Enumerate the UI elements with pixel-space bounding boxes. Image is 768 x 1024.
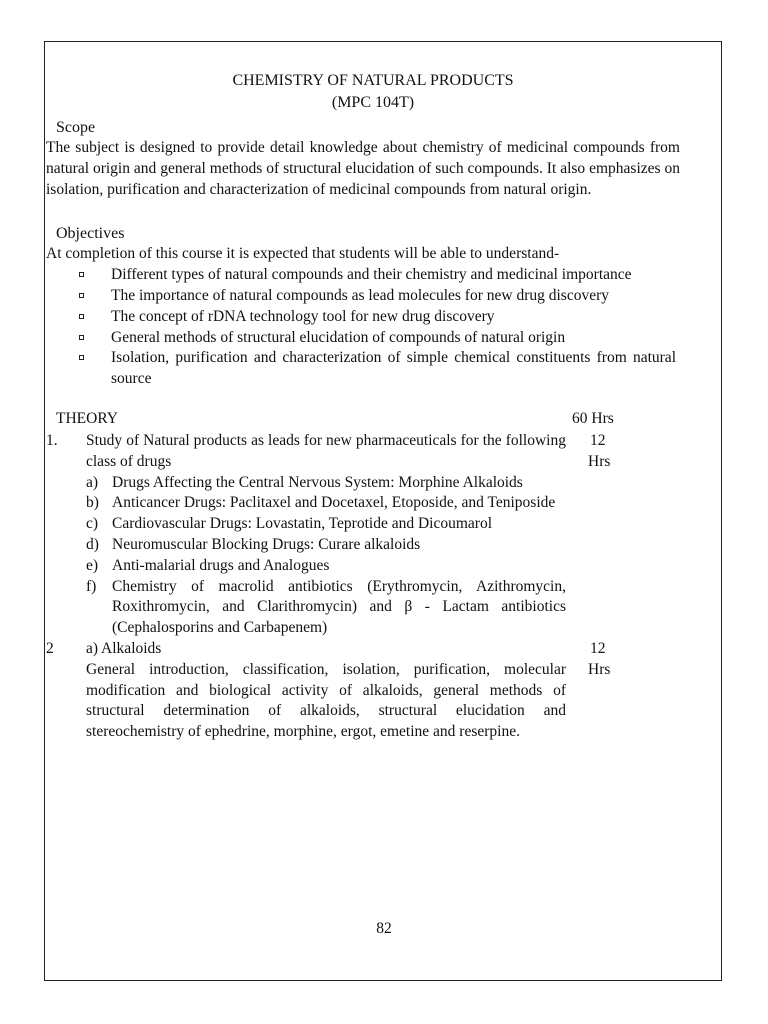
scope-heading: Scope	[56, 119, 96, 136]
unit-intro: Study of Natural products as leads for new pharmaceuticals for the following class of drugs	[86, 431, 566, 470]
list-item	[86, 535, 566, 556]
list-item	[46, 348, 680, 390]
unit-body	[86, 431, 566, 639]
unit-hours-unit: Hrs	[588, 660, 611, 678]
subitem-text: Anticancer Drugs: Paclitaxel and Docetaxel, Etoposide, and Teniposide	[112, 494, 556, 512]
document-page	[46, 70, 680, 743]
course-code: (MPC 104T)	[331, 94, 415, 111]
unit-body	[86, 639, 566, 743]
objective-text: The importance of natural compounds as lead molecules for new drug discovery	[111, 286, 609, 304]
subitem-text: Neuromuscular Blocking Drugs: Curare alkaloids	[112, 535, 421, 553]
unit-hours	[588, 431, 628, 473]
list-item	[86, 577, 566, 639]
unit-number: 2	[46, 639, 54, 657]
scope-text: The subject is designed to provide detail knowledge about chemistry of medicinal compounds from natural origin and general methods of structural elucidation of such compounds. It also emphasizes on isolation, purification and characterization of medicinal compounds from natural origin.	[46, 139, 680, 198]
list-item	[86, 473, 566, 494]
square-bullet-icon	[79, 314, 84, 319]
document-title: CHEMISTRY OF NATURAL PRODUCTS	[232, 72, 514, 89]
subitem-letter: c)	[86, 515, 99, 533]
unit-2	[46, 639, 680, 743]
list-item	[46, 286, 680, 307]
objective-text: The concept of rDNA technology tool for new drug discovery	[111, 307, 495, 325]
subitem-text: Anti-malarial drugs and Analogues	[112, 556, 330, 574]
unit-number: 1.	[46, 431, 58, 449]
list-item	[86, 514, 566, 535]
unit-subitems	[86, 473, 566, 639]
list-item	[86, 556, 566, 577]
subitem-letter: b)	[86, 494, 99, 512]
unit-1	[46, 431, 680, 639]
list-item	[86, 493, 566, 514]
list-item	[46, 307, 680, 328]
unit-text: General introduction, classification, isolation, purification, molecular modification and biological activity of alkaloids, general methods of structural determination of alkaloids, structural elucidation and stereochemistry of ephedrine, morphine, ergot, emetine and reserpine.	[86, 660, 566, 741]
objective-text: Isolation, purification and characterization of simple chemical constituents from natural source	[111, 349, 676, 388]
objectives-intro: At completion of this course it is expected that students will be able to understand-	[46, 245, 560, 263]
square-bullet-icon	[79, 335, 84, 340]
theory-label: THEORY	[56, 409, 118, 427]
subitem-letter: d)	[86, 535, 99, 553]
objectives-list	[46, 265, 680, 390]
unit-hours	[588, 639, 628, 681]
subitem-text: Chemistry of macrolid antibiotics (Erythromycin, Azithromycin, Roxithromycin, and Clarithromycin) and β - Lactam antibiotics (Cephalosporins and Carbapenem)	[112, 577, 566, 637]
theory-header	[46, 410, 680, 431]
subitem-letter: e)	[86, 556, 99, 574]
objectives-heading: Objectives	[56, 225, 125, 243]
list-item	[46, 328, 680, 349]
subitem-letter: a)	[86, 473, 99, 491]
square-bullet-icon	[79, 293, 84, 298]
page-number: 82	[376, 920, 392, 937]
objective-text: Different types of natural compounds and their chemistry and medicinal importance	[111, 266, 632, 284]
unit-hours-unit: Hrs	[588, 452, 611, 470]
theory-total-hours: 60 Hrs	[572, 409, 614, 427]
list-item	[46, 265, 680, 286]
unit-hours-value: 12	[590, 431, 606, 449]
square-bullet-icon	[79, 355, 84, 360]
subitem-text: Cardiovascular Drugs: Lovastatin, Teprotide and Dicoumarol	[112, 515, 492, 533]
square-bullet-icon	[79, 272, 84, 277]
subitem-letter: f)	[86, 577, 97, 595]
unit-intro: a) Alkaloids	[86, 639, 162, 657]
subitem-text: Drugs Affecting the Central Nervous System: Morphine Alkaloids	[112, 473, 523, 491]
unit-hours-value: 12	[590, 639, 606, 657]
objective-text: General methods of structural elucidation of compounds of natural origin	[111, 328, 566, 346]
